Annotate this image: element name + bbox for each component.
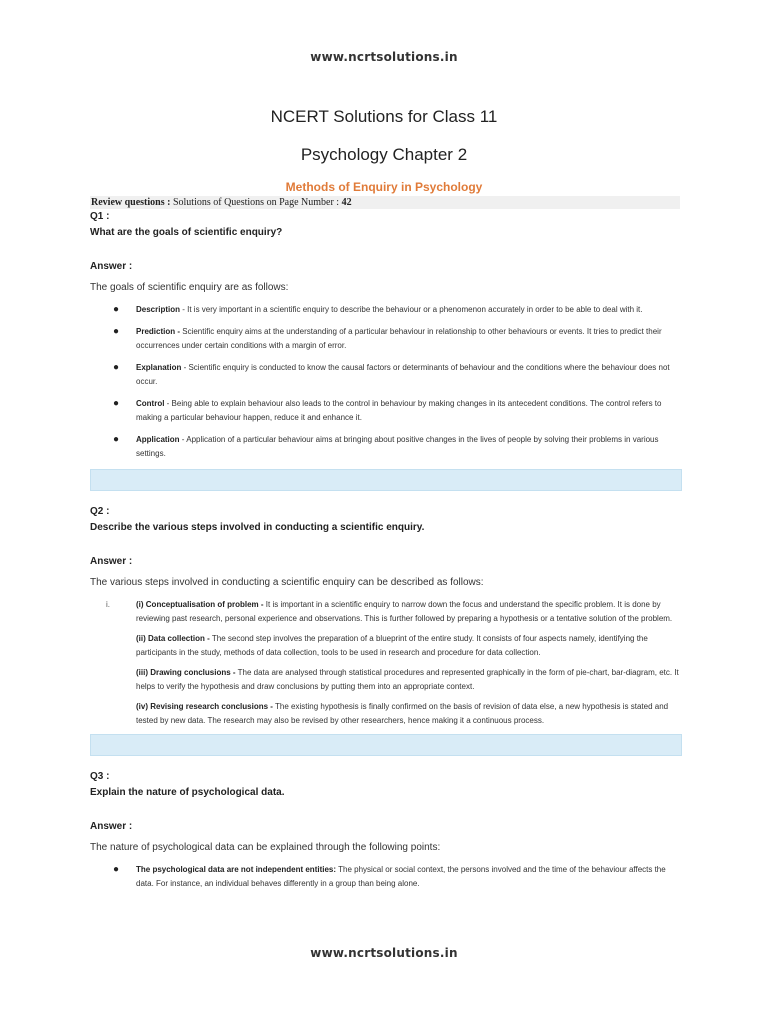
answer-intro: The various steps involved in conducting a scientific enquiry can be described as follows: bbox=[90, 577, 484, 588]
list-item bbox=[90, 397, 682, 425]
site-header-url: www.ncrtsolutions.in bbox=[310, 50, 458, 64]
list-item bbox=[90, 666, 682, 694]
list-item bbox=[90, 303, 682, 317]
bullet-term: Application bbox=[136, 435, 180, 444]
bullet-text: - Being able to explain behaviour also leads to the control in behaviour by making changes in its antecedent conditions. The control refers to making a particular behaviour happen, reduce it and enhance it. bbox=[136, 399, 662, 422]
bullet-icon: ● bbox=[113, 326, 120, 337]
review-page-number: 42 bbox=[341, 197, 352, 208]
list-item bbox=[90, 325, 682, 353]
step-text: The second step involves the preparation of a blueprint of the entire study. It consists of four aspects namely, identifying the participants in the study, methods of data collection, tools to be used in research and procedure for data collection. bbox=[136, 634, 648, 657]
bullet-icon: ● bbox=[113, 398, 120, 409]
answer-label: Answer : bbox=[90, 556, 133, 567]
step-text: The existing hypothesis is finally confirmed on the basis of revision of data else, a new hypothesis is stated and tested by new data. The research may also be revised by other researchers, hence making it a continuous process. bbox=[136, 702, 669, 725]
answer-step-list bbox=[90, 598, 682, 728]
question-text: Explain the nature of psychological data. bbox=[90, 787, 285, 798]
question-text: Describe the various steps involved in conducting a scientific enquiry. bbox=[90, 522, 425, 533]
step-term: (iii) Drawing conclusions - bbox=[136, 668, 236, 677]
content bbox=[90, 209, 682, 899]
bullet-term: The psychological data are not independent entities: bbox=[136, 865, 337, 874]
bullet-text: - It is very important in a scientific enquiry to describe the behaviour or a phenomenon accurately in order to be able to deal with it. bbox=[180, 305, 643, 314]
page-subtitle: Psychology Chapter 2 bbox=[300, 145, 468, 164]
question-label: Q2 : bbox=[90, 506, 110, 517]
review-text: Solutions of Questions on Page Number : bbox=[170, 197, 342, 208]
list-item bbox=[90, 700, 682, 728]
section-separator bbox=[90, 469, 682, 491]
section-separator bbox=[90, 734, 682, 756]
bullet-term: Explanation bbox=[136, 363, 182, 372]
page-title: NCERT Solutions for Class 11 bbox=[270, 107, 498, 126]
bullet-term: Prediction - bbox=[136, 327, 181, 336]
bullet-icon: ● bbox=[113, 864, 120, 875]
answer-bullet-list bbox=[90, 863, 682, 891]
review-label: Review questions : bbox=[91, 197, 171, 208]
step-text: The data are analysed through statistical procedures and represented graphically in the form of pie-chart, bar-diagram, etc. It helps to verify the hypothesis and draw conclusions by putting them into an appropriate context. bbox=[136, 668, 679, 691]
question-label: Q1 : bbox=[90, 211, 110, 222]
bullet-icon: ● bbox=[113, 304, 120, 315]
list-item bbox=[90, 863, 682, 891]
answer-intro: The nature of psychological data can be explained through the following points: bbox=[90, 842, 441, 853]
review-questions-bar bbox=[90, 196, 680, 209]
list-item bbox=[90, 361, 682, 389]
chapter-name: Methods of Enquiry in Psychology bbox=[285, 180, 483, 194]
question-block-q2 bbox=[90, 505, 682, 728]
step-term: (iv) Revising research conclusions - bbox=[136, 702, 273, 711]
bullet-text: - Scientific enquiry is conducted to know the causal factors or determinants of behaviour and the conditions where the behaviour does not occur. bbox=[136, 363, 670, 386]
question-block-q1 bbox=[90, 210, 682, 461]
bullet-term: Description bbox=[136, 305, 181, 314]
answer-intro: The goals of scientific enquiry are as follows: bbox=[90, 282, 289, 293]
list-item bbox=[90, 632, 682, 660]
step-term: (ii) Data collection - bbox=[136, 634, 210, 643]
bullet-text: The physical or social context, the persons involved and the time of the behaviour affects the data. For instance, an individual behaves differently in a group than being alone. bbox=[136, 865, 666, 888]
bullet-text: Scientific enquiry aims at the understanding of a particular behaviour in relationship to other behaviours or events. It tries to predict their occurrences under certain conditions with a margin of error. bbox=[136, 327, 662, 350]
answer-bullet-list bbox=[90, 303, 682, 461]
bullet-icon: ● bbox=[113, 434, 120, 445]
bullet-text: - Application of a particular behaviour aims at bringing about positive changes in the lives of people by solving their problems in various settings. bbox=[136, 435, 659, 458]
list-item bbox=[90, 598, 682, 626]
bullet-icon: ● bbox=[113, 362, 120, 373]
answer-label: Answer : bbox=[90, 261, 133, 272]
question-text: What are the goals of scientific enquiry? bbox=[90, 227, 283, 238]
question-label: Q3 : bbox=[90, 771, 110, 782]
step-text: It is important in a scientific enquiry to narrow down the focus and understand the specific problem. It is done by reviewing past research, personal experience and observations. This is further followed by preparing a hypothesis or a tentative solution of the problem. bbox=[136, 600, 673, 623]
roman-numeral: i. bbox=[106, 600, 110, 609]
answer-label: Answer : bbox=[90, 821, 133, 832]
step-term: (i) Conceptualisation of problem - bbox=[136, 600, 264, 609]
bullet-term: Control bbox=[136, 399, 165, 408]
list-item bbox=[90, 433, 682, 461]
site-footer-url: www.ncrtsolutions.in bbox=[310, 946, 458, 960]
question-block-q3 bbox=[90, 770, 682, 891]
